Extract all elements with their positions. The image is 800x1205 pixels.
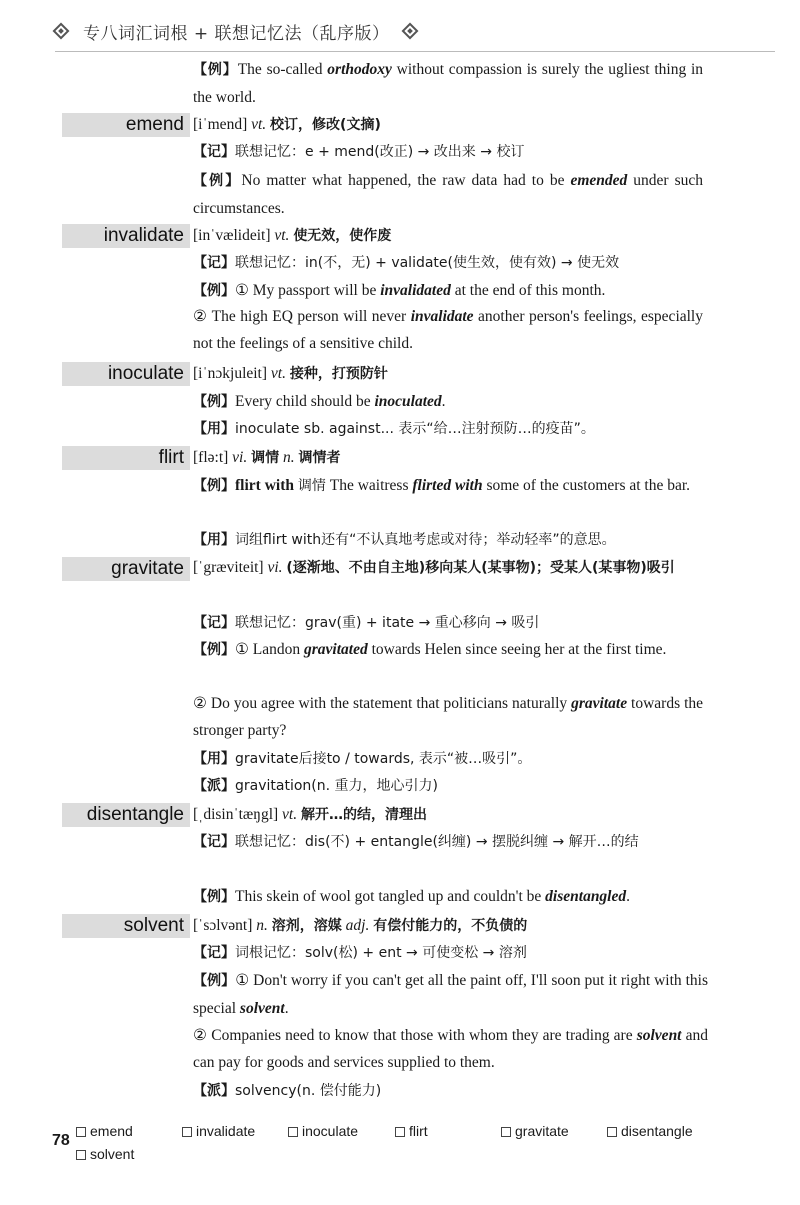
memory-text: 联想记忆：dis(不) + entangle(纠缠) → 摆脱纠缠 → 解开…的结 <box>235 834 639 850</box>
example-gravitate-1 <box>193 636 703 664</box>
headword-gravitate: gravitate <box>62 557 190 581</box>
example-text: . <box>441 393 446 410</box>
memory-invalidate <box>193 252 619 274</box>
example-text: ① Landon <box>235 641 304 658</box>
checkbox-icon[interactable] <box>76 1127 86 1137</box>
example-keyword: gravitated <box>304 641 368 658</box>
example-text: ① Don't worry if you can't get all the paint off, I'll soon put it right with this special <box>193 972 708 1017</box>
headword-flirt: flirt <box>62 446 190 470</box>
derived-solvent <box>193 1080 381 1102</box>
memory-label: 【记】 <box>193 144 235 160</box>
part-of-speech: vt. <box>251 116 267 133</box>
derived-text: solvency(n. 偿付能力) <box>235 1083 382 1099</box>
example-invalidate-2 <box>193 303 703 357</box>
phrase-meaning: 调情 <box>297 478 326 494</box>
checkbox-icon[interactable] <box>501 1127 511 1137</box>
diamond-icon <box>53 23 70 40</box>
example-text: ② Companies need to know that those with whom they are trading are <box>193 1027 637 1044</box>
definition-flirt <box>193 447 340 469</box>
memory-text: 联想记忆：e + mend(改正) → 改出来 → 校订 <box>235 144 525 160</box>
book-title: 专八词汇词根 + 联想记忆法（乱序版） <box>83 23 390 44</box>
example-text: No matter what happened, the raw data had to be <box>241 172 571 189</box>
meaning: (逐渐地、不由自主地)移向某人(某事物)；受某人(某事物)吸引 <box>286 560 675 576</box>
checklist-item-flirt[interactable] <box>395 1123 428 1139</box>
example-text: another person's feelings, especially not the feelings of a sensitive child. <box>193 308 703 352</box>
part-of-speech: n. <box>282 449 295 466</box>
example-text: The so-called <box>237 61 328 78</box>
example-label: 【例】 <box>193 973 236 989</box>
page-number: 78 <box>52 1132 70 1149</box>
meaning: 有偿付能力的，不负债的 <box>373 918 528 934</box>
example-text: towards the stronger party? <box>193 695 704 739</box>
checkbox-icon[interactable] <box>76 1150 86 1160</box>
example-inoculate <box>193 391 446 413</box>
example-keyword: inoculated <box>374 393 442 410</box>
memory-emend <box>193 141 524 163</box>
derived-text: gravitation(n. 重力，地心引力) <box>235 778 438 794</box>
headword-disentangle: disentangle <box>62 803 190 827</box>
checklist-label: invalidate <box>196 1123 256 1139</box>
checkbox-icon[interactable] <box>182 1127 192 1137</box>
example-text: The waitress <box>325 477 413 494</box>
example-invalidate-1 <box>193 280 605 302</box>
headword-solvent: solvent <box>62 914 190 938</box>
example-text: towards Helen since seeing her at the first time. <box>367 641 667 658</box>
checklist-label: flirt <box>409 1123 428 1139</box>
continued-example <box>193 56 703 111</box>
example-label: 【例】 <box>193 478 235 494</box>
part-of-speech: vt. <box>274 227 290 244</box>
definition-inoculate <box>193 363 388 385</box>
example-text: some of the customers at the bar. <box>482 477 691 494</box>
checkbox-icon[interactable] <box>607 1127 617 1137</box>
definition-gravitate <box>193 554 703 582</box>
example-gravitate-2 <box>193 690 703 744</box>
part-of-speech: n. <box>256 917 268 934</box>
phonetic: [iˈmend] <box>193 116 248 133</box>
example-emend <box>193 167 703 222</box>
usage-label: 【用】 <box>193 751 235 767</box>
running-header <box>55 14 775 48</box>
example-keyword: invalidate <box>410 308 474 325</box>
meaning: 校订，修改(文摘) <box>270 117 381 133</box>
derived-gravitate <box>193 775 438 797</box>
meaning: 使无效，使作废 <box>293 228 392 244</box>
example-keyword: orthodoxy <box>327 61 392 78</box>
usage-text: gravitate后接to / towards, 表示“被…吸引”。 <box>235 751 532 767</box>
example-text: ② The high EQ person will never <box>193 308 411 325</box>
phonetic: [ˌdisinˈtæŋgl] <box>193 806 279 823</box>
phonetic: [flə:t] <box>193 449 229 466</box>
example-disentangle <box>193 886 630 908</box>
checkbox-icon[interactable] <box>288 1127 298 1137</box>
checklist-item-gravitate[interactable] <box>501 1123 569 1139</box>
usage-flirt <box>193 529 616 551</box>
example-label: 【例】 <box>193 62 238 78</box>
checkbox-icon[interactable] <box>395 1127 405 1137</box>
example-text: This skein of wool got tangled up and couldn't be <box>235 888 546 905</box>
part-of-speech: vi. <box>232 449 248 466</box>
checklist-label: gravitate <box>515 1123 569 1139</box>
example-label: 【例】 <box>193 283 235 299</box>
header-rule <box>55 51 775 52</box>
example-text: . <box>626 888 630 905</box>
example-text: ② Do you agree with the statement that politicians naturally <box>193 695 572 712</box>
meaning: 溶剂，溶媒 <box>271 918 342 934</box>
example-keyword: solvent <box>239 1000 285 1017</box>
checklist-item-emend[interactable] <box>76 1123 133 1139</box>
definition-emend <box>193 114 381 136</box>
headword-invalidate: invalidate <box>62 224 190 248</box>
checklist-item-inoculate[interactable] <box>288 1123 358 1139</box>
checklist-label: emend <box>90 1123 133 1139</box>
memory-label: 【记】 <box>193 615 235 631</box>
memory-label: 【记】 <box>193 945 235 961</box>
example-keyword: flirted with <box>412 477 483 494</box>
usage-text: inoculate sb. against... 表示“给…注射预防…的疫苗”。 <box>235 421 595 437</box>
checklist-label: inoculate <box>302 1123 359 1139</box>
example-text: under such circumstances. <box>193 172 704 217</box>
usage-label: 【用】 <box>193 421 235 437</box>
part-of-speech: vt. <box>270 365 286 382</box>
example-text: and can pay for goods and services supplied to them. <box>193 1027 708 1071</box>
example-keyword: emended <box>570 172 628 189</box>
meaning: 接种，打预防针 <box>289 366 388 382</box>
example-flirt <box>193 472 703 500</box>
definition-invalidate <box>193 225 391 247</box>
diamond-icon <box>401 23 418 40</box>
example-label: 【例】 <box>193 173 242 189</box>
meaning: 调情 <box>251 450 280 466</box>
memory-label: 【记】 <box>193 255 235 271</box>
memory-label: 【记】 <box>193 834 235 850</box>
phonetic: [ˈgræviteit] <box>193 559 264 576</box>
checklist-item-disentangle[interactable] <box>607 1123 693 1139</box>
headword-inoculate: inoculate <box>62 362 190 386</box>
usage-inoculate <box>193 418 595 440</box>
checklist-item-solvent[interactable] <box>76 1146 134 1162</box>
meaning: 解开…的结，清理出 <box>300 807 427 823</box>
example-text: Every child should be <box>235 393 375 410</box>
example-label: 【例】 <box>193 889 235 905</box>
usage-gravitate <box>193 748 531 770</box>
definition-solvent <box>193 915 527 937</box>
definition-disentangle <box>193 804 427 826</box>
checklist-label: disentangle <box>621 1123 693 1139</box>
example-label: 【例】 <box>193 642 235 658</box>
usage-label: 【用】 <box>193 532 235 548</box>
example-solvent-2 <box>193 1022 708 1076</box>
example-label: 【例】 <box>193 394 235 410</box>
memory-solvent <box>193 942 527 964</box>
checklist-item-invalidate[interactable] <box>182 1123 255 1139</box>
part-of-speech: vi. <box>267 559 283 576</box>
example-keyword: gravitate <box>571 695 628 712</box>
phonetic: [ˈsɔlvənt] <box>193 917 253 934</box>
memory-gravitate <box>193 612 539 634</box>
headword-emend: emend <box>62 113 190 137</box>
example-solvent-1 <box>193 967 708 1022</box>
example-text: . <box>284 1000 289 1017</box>
example-text: ① My passport will be <box>235 282 381 299</box>
phonetic: [iˈnɔkjuleit] <box>193 365 268 382</box>
part-of-speech: adj. <box>345 917 370 934</box>
memory-disentangle <box>193 828 703 856</box>
example-keyword: disentangled <box>545 888 627 905</box>
example-keyword: solvent <box>636 1027 682 1044</box>
memory-text: 词根记忆：solv(松) + ent → 可使变松 → 溶剂 <box>235 945 527 961</box>
example-text: without compassion is surely the ugliest thing in the world. <box>193 61 704 106</box>
checklist-label: solvent <box>90 1146 135 1162</box>
usage-text: 词组flirt with还有“不认真地考虑或对待；举动轻率”的意思。 <box>235 532 616 548</box>
phrase: flirt with <box>235 477 294 494</box>
example-text: at the end of this month. <box>450 282 606 299</box>
memory-text: 联想记忆：grav(重) + itate → 重心移向 → 吸引 <box>235 615 540 631</box>
derived-label: 【派】 <box>193 778 235 794</box>
memory-text: 联想记忆：in(不，无) + validate(使生效，使有效) → 使无效 <box>235 255 620 271</box>
example-keyword: invalidated <box>380 282 451 299</box>
derived-label: 【派】 <box>193 1083 235 1099</box>
phonetic: [inˈvælideit] <box>193 227 271 244</box>
part-of-speech: vt. <box>282 806 298 823</box>
meaning: 调情者 <box>298 450 341 466</box>
